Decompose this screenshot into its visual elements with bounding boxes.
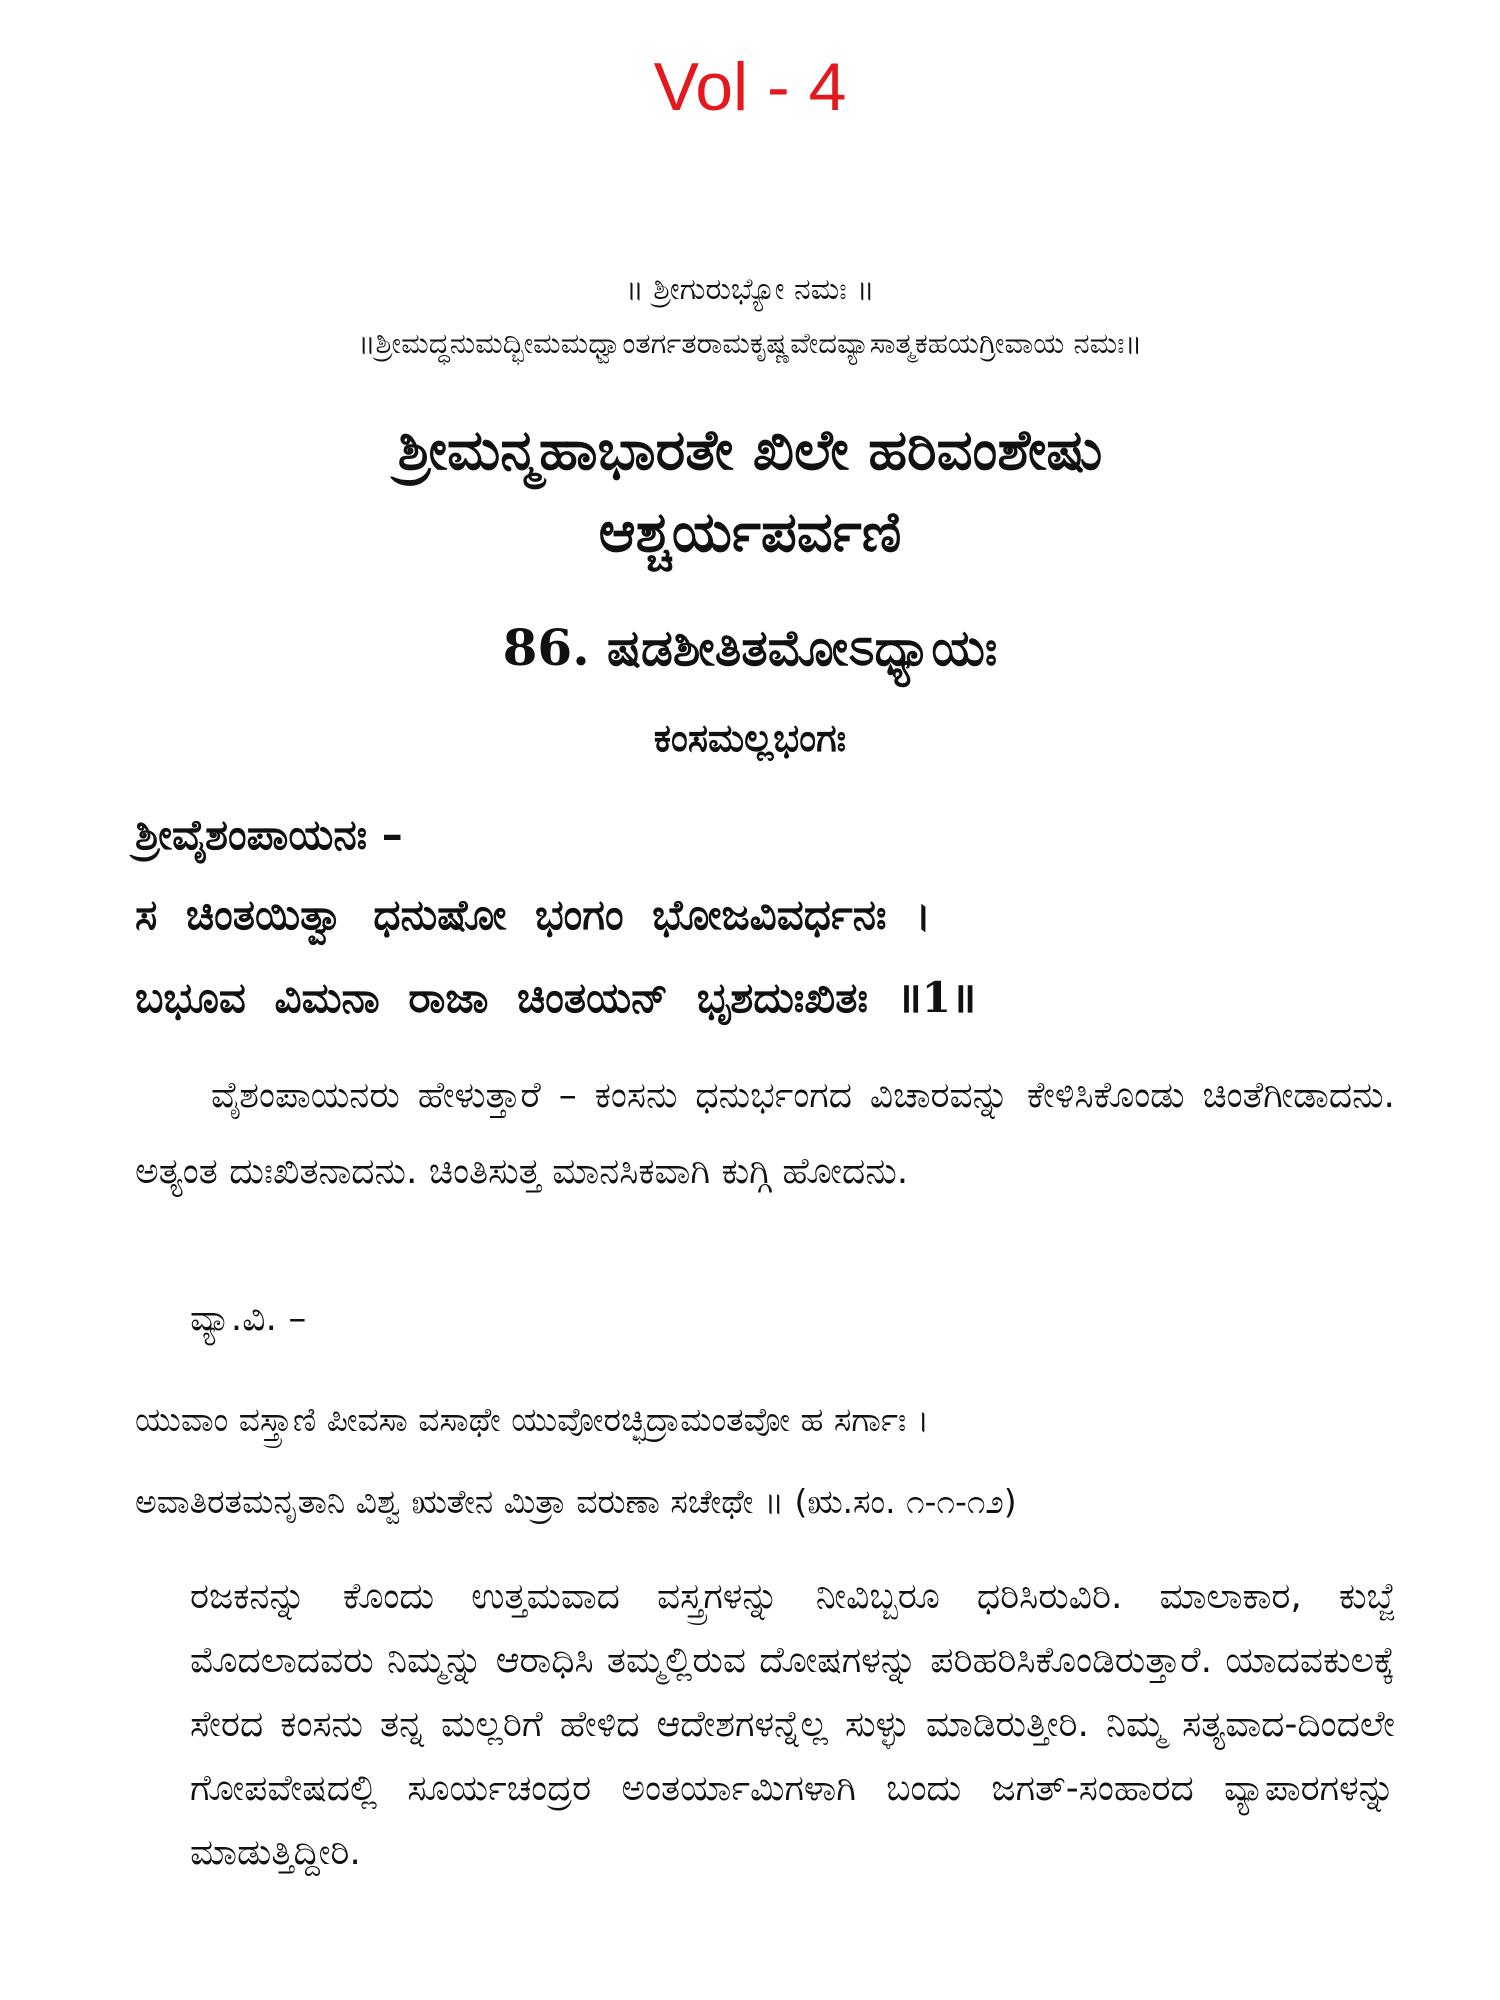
commentary-paragraph: ರಜಕನನ್ನು ಕೊಂದು ಉತ್ತಮವಾದ ವಸ್ತ್ರಗಳನ್ನು ನೀವಿಬ್ಬರೂ ಧರಿಸಿರುವಿರಿ. ಮಾಲಾಕಾರ, ಕುಬ್ಜೆ ಮೊದಲಾದವರು ನಿಮ್ಮನ್ನು ಆರಾಧಿಸಿ ತಮ್ಮಲ್ಲಿರುವ ದೋಷಗಳನ್ನು ಪರಿಹರಿಸಿಕೊಂಡಿರುತ್ತಾರೆ. ಯಾದವಕುಲಕ್ಕೆ ಸೇರದ ಕಂಸನು ತನ್ನ ಮಲ್ಲರಿಗೆ ಹೇಳಿದ ಆದೇಶಗಳನ್ನೆಲ್ಲ ಸುಳ್ಳು ಮಾಡಿರುತ್ತೀರಿ. ನಿಮ್ಮ ಸತ್ಯವಾದ-ದಿಂದಲೇ ಗೋಪವೇಷದಲ್ಲಿ ಸೂರ್ಯಚಂದ್ರರ ಅಂತರ್ಯಾಮಿಗಳಾಗಿ ಬಂದು ಜಗತ್-ಸಂಹಾರದ ವ್ಯಾಪಾರಗಳನ್ನು ಮಾಡುತ್ತಿದ್ದೀರಿ. [190,1576,1395,1873]
chapter-subtitle: ಕಂಸಮಲ್ಲಭಂಗಃ [653,716,847,760]
book-title-line-2: ಆಶ್ಚರ್ಯಪರ್ವಣಿ [598,500,902,565]
commentary-label: ವ್ಯಾ.ವಿ. – [190,1298,307,1339]
invocation-line-1: ॥ ಶ್ರೀಗುರುಭ್ಯೋ ನಮಃ ॥ [625,272,875,307]
verse-line-2 [135,968,976,1025]
book-title-line-1: ಶ್ರೀಮನ್ಮಹಾಭಾರತೇ ಖಿಲೇ ಹರಿವಂಶೇಷು [397,418,1103,483]
chapter-number: 86. [502,618,590,677]
chapter-heading [0,618,1500,678]
verse-line-2-text: ಬಭೂವ ವಿಮನಾ ರಾಜಾ ಚಿಂತಯನ್ ಭೃಶದುಃಖಿತಃ [135,973,868,1022]
translation-paragraph: ವೈಶಂಪಾಯನರು ಹೇಳುತ್ತಾರೆ – ಕಂಸನು ಧನುರ್ಭಂಗದ ವಿಚಾರವನ್ನು ಕೇಳಿಸಿಕೊಂಡು ಚಿಂತೆಗೀಡಾದನು. ಅತ್ಯಂತ ದುಃಖಿತನಾದನು. ಚಿಂತಿಸುತ್ತ ಮಾನಸಿಕವಾಗಿ ಕುಗ್ಗಿ ಹೋದನು. [135,1075,1395,1192]
chapter-name: ಷಡಶೀತಿತಮೋಽಧ್ಯಾಯಃ [607,619,998,677]
verse-number: ॥1॥ [896,973,977,1022]
verse-speaker: ಶ್ರೀವೈಶಂಪಾಯನಃ – [135,810,403,859]
volume-label: Vol - 4 [653,49,847,125]
rk-verse-line-1: ಯುವಾಂ ವಸ್ತ್ರಾಣಿ ಪೀವಸಾ ವಸಾಥೇ ಯುವೋರಚ್ಛಿದ್ರಾಮಂತವೋ ಹ ಸರ್ಗಾಃ । [135,1400,930,1439]
invocation-line-2: ॥ಶ್ರೀಮದ್ಧನುಮದ್ಭೀಮಮಧ್ವಾಂತರ್ಗತರಾಮಕೃಷ್ಣವೇದವ್ಯಾಸಾತ್ಮಕಹಯಗ್ರೀವಾಯ ನಮಃ॥ [357,326,1143,360]
rk-verse-line-2: ಅವಾತಿರತಮನೃತಾನಿ ವಿಶ್ವ ಋತೇನ ಮಿತ್ರಾ ವರುಣಾ ಸಚೇಥೇ ॥ (ಋ.ಸಂ. ೧-೧-೧೨) [135,1482,1017,1521]
verse-line-1: ಸ ಚಿಂತಯಿತ್ವಾ ಧನುಷೋ ಭಂಗಂ ಭೋಜವಿವರ್ಧನಃ । [135,890,932,939]
